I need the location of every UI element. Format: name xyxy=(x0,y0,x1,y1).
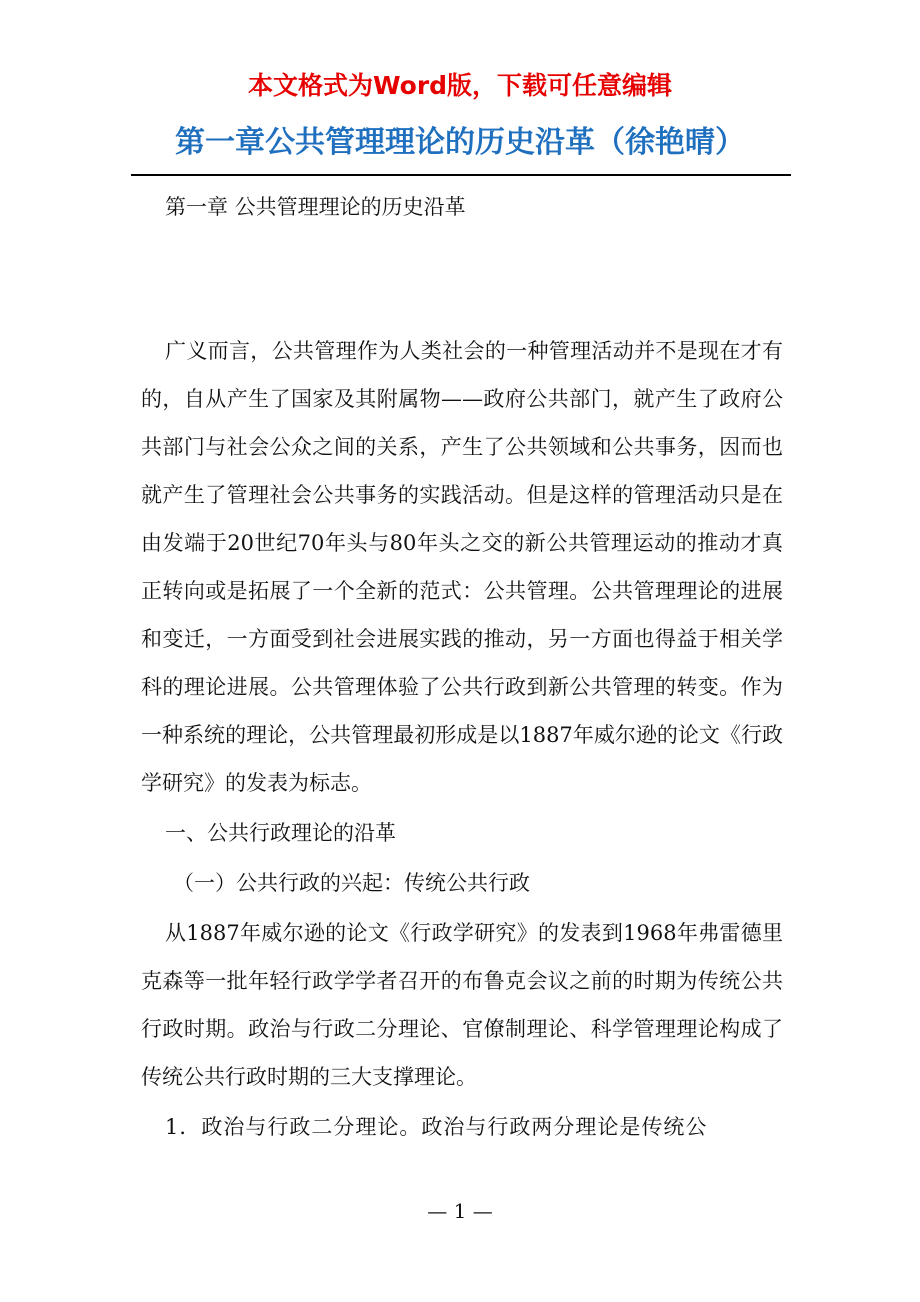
document-title: 第一章公共管理理论的历史沿革（徐艳晴） xyxy=(175,125,745,160)
chapter-heading: 第一章 公共管理理论的历史沿革 xyxy=(165,195,466,219)
traditional-administration-paragraph: 从1887年威尔逊的论文《行政学研究》的发表到1968年弗雷德里克森等一批年轻行政学学者召开的布鲁克会议之前的时期为传统公共行政时期。政治与行政二分理论、官僚制理论、科学管理理论构成了传统公共行政时期的三大支撑理论。 xyxy=(141,921,783,1089)
title-divider xyxy=(131,174,791,176)
subsection-heading: （一）公共行政的兴起：传统公共行政 xyxy=(173,871,530,895)
download-notice: 本文格式为Word版，下载可任意编辑 xyxy=(247,71,673,100)
document-body xyxy=(141,183,783,1151)
blank-space xyxy=(141,231,783,327)
intro-paragraph: 广义而言，公共管理作为人类社会的一种管理活动并不是现在才有的，自从产生了国家及其附属物——政府公共部门，就产生了政府公共部门与社会公众之间的关系，产生了公共领域和公共事务，因而也就产生了管理社会公共事务的实践活动。但是这样的管理活动只是在由发端于20世纪70年头与80年头之交的新公共管理运动的推动才真正转向或是拓展了一个全新的范式：公共管理。公共管理理论的进展和变迁，一方面受到社会进展实践的推动，另一方面也得益于相关学科的理论进展。公共管理体验了公共行政到新公共管理的转变。作为一种系统的理论，公共管理最初形成是以1887年威尔逊的论文《行政学研究》的发表为标志。 xyxy=(141,339,783,795)
section-heading: 一、公共行政理论的沿革 xyxy=(165,821,396,845)
list-item-1: 1．政治与行政二分理论。政治与行政两分理论是传统公 xyxy=(165,1115,708,1139)
page-number: — 1 — xyxy=(427,1199,493,1223)
